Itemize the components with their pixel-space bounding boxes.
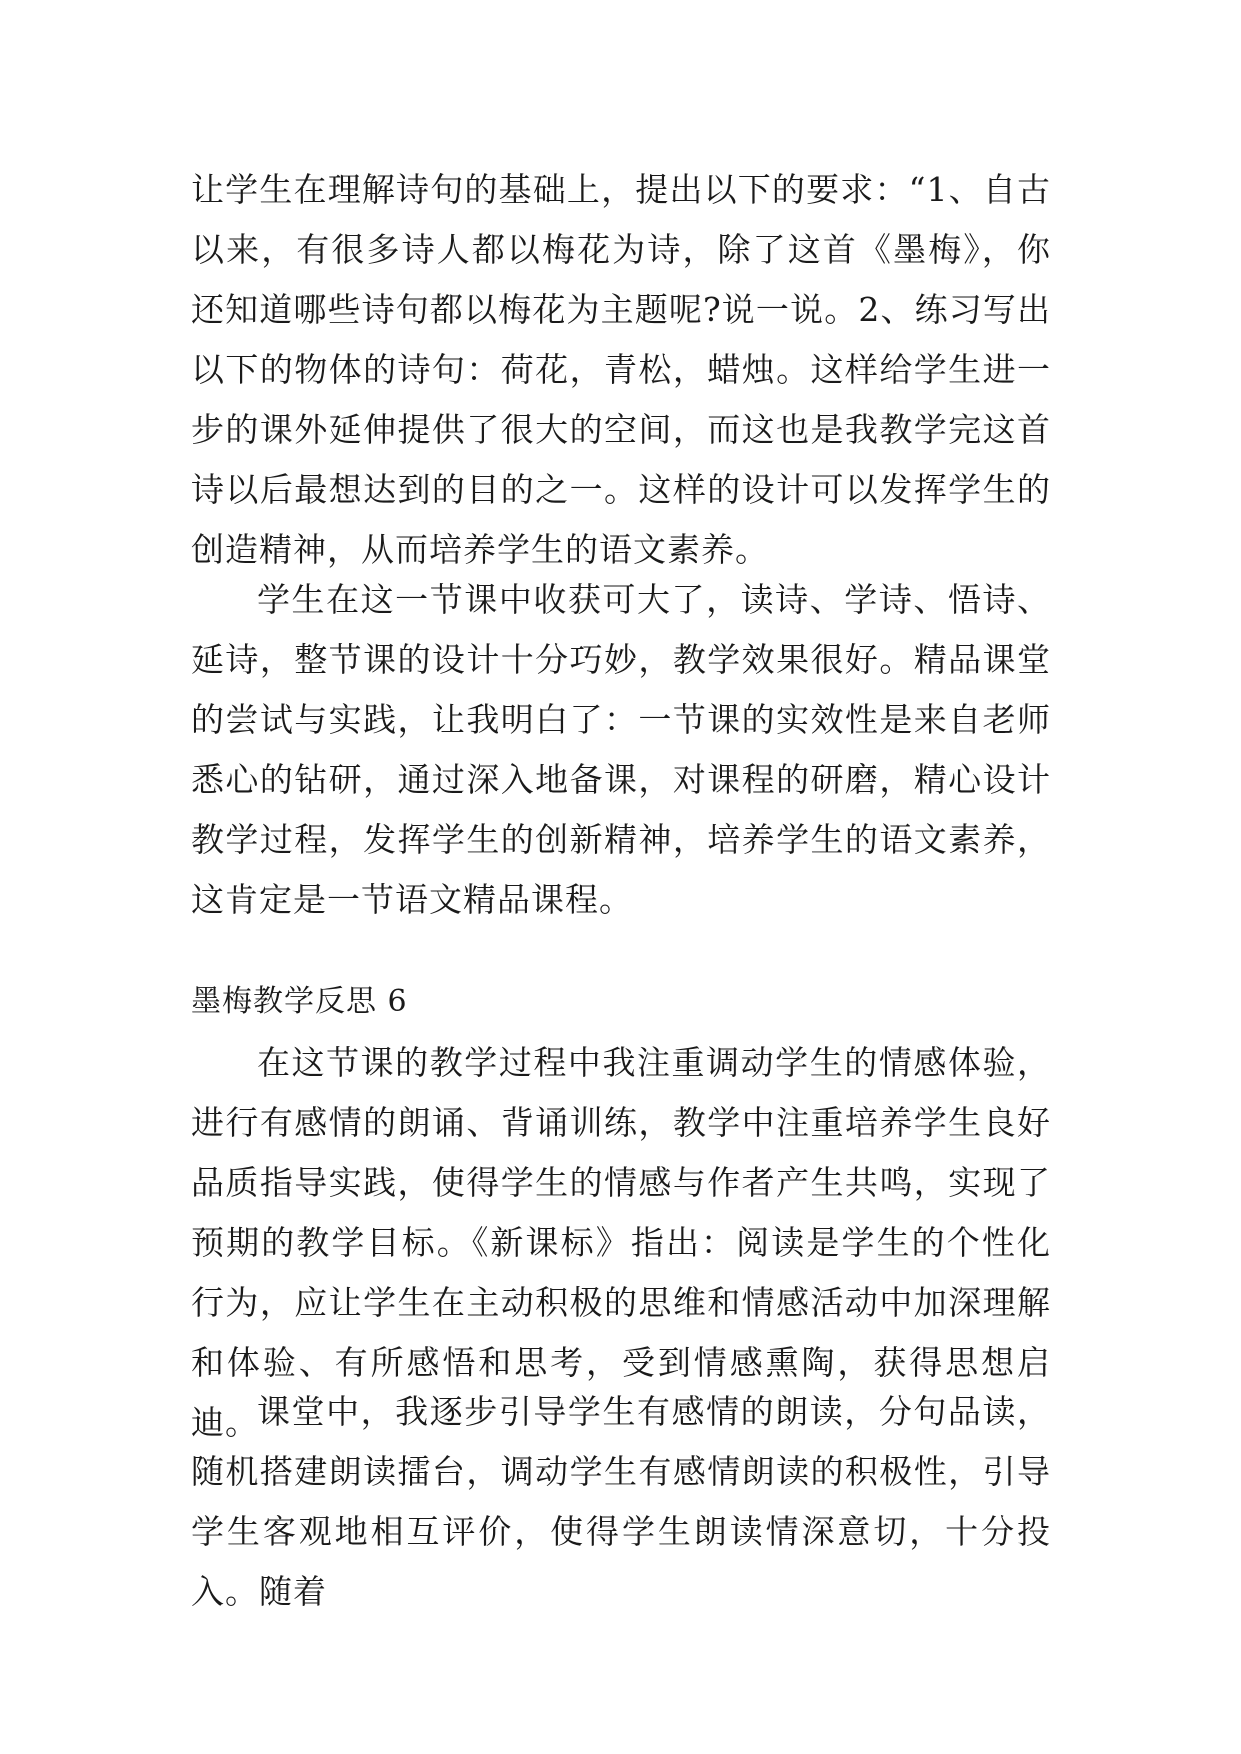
section-paragraph	[191, 1382, 1051, 1622]
paragraph-continuation	[191, 160, 1051, 580]
paragraph-text: 课堂中，我逐步引导学生有感情的朗读，分句品读，随机搭建朗读擂台，调动学生有感情朗读的积极性，引导学生客观地相互评价，使得学生朗读情深意切，十分投入。随着	[191, 1392, 1051, 1611]
section-heading: 墨梅教学反思 6	[191, 984, 408, 1019]
paragraph-text: 学生在这一节课中收获可大了，读诗、学诗、悟诗、延诗，整节课的设计十分巧妙，教学效果很好。精品课堂的尝试与实践，让我明白了：一节课的实效性是来自老师悉心的钻研，通过深入地备课，对课程的研磨，精心设计教学过程，发挥学生的创新精神，培养学生的语文素养，这肯定是一节语文精品课程。	[191, 580, 1051, 919]
paragraph-text: 让学生在理解诗句的基础上，提出以下的要求：“1、自古以来，有很多诗人都以梅花为诗，除了这首《墨梅》，你还知道哪些诗句都以梅花为主题呢?说一说。2、练习写出以下的物体的诗句：荷花，青松，蜡烛。这样给学生进一步的课外延伸提供了很大的空间，而这也是我教学完这首诗以后最想达到的目的之一。这样的设计可以发挥学生的创造精神，从而培养学生的语文素养。	[191, 170, 1051, 569]
paragraph	[191, 570, 1051, 930]
paragraph-text: 在这节课的教学过程中我注重调动学生的情感体验，进行有感情的朗诵、背诵训练，教学中注重培养学生良好品质指导实践，使得学生的情感与作者产生共鸣，实现了预期的教学目标。《新课标》指出：阅读是学生的个性化行为，应让学生在主动积极的思维和情感活动中加深理解和体验、有所感悟和思考，受到情感熏陶，获得思想启迪。	[191, 1043, 1051, 1442]
